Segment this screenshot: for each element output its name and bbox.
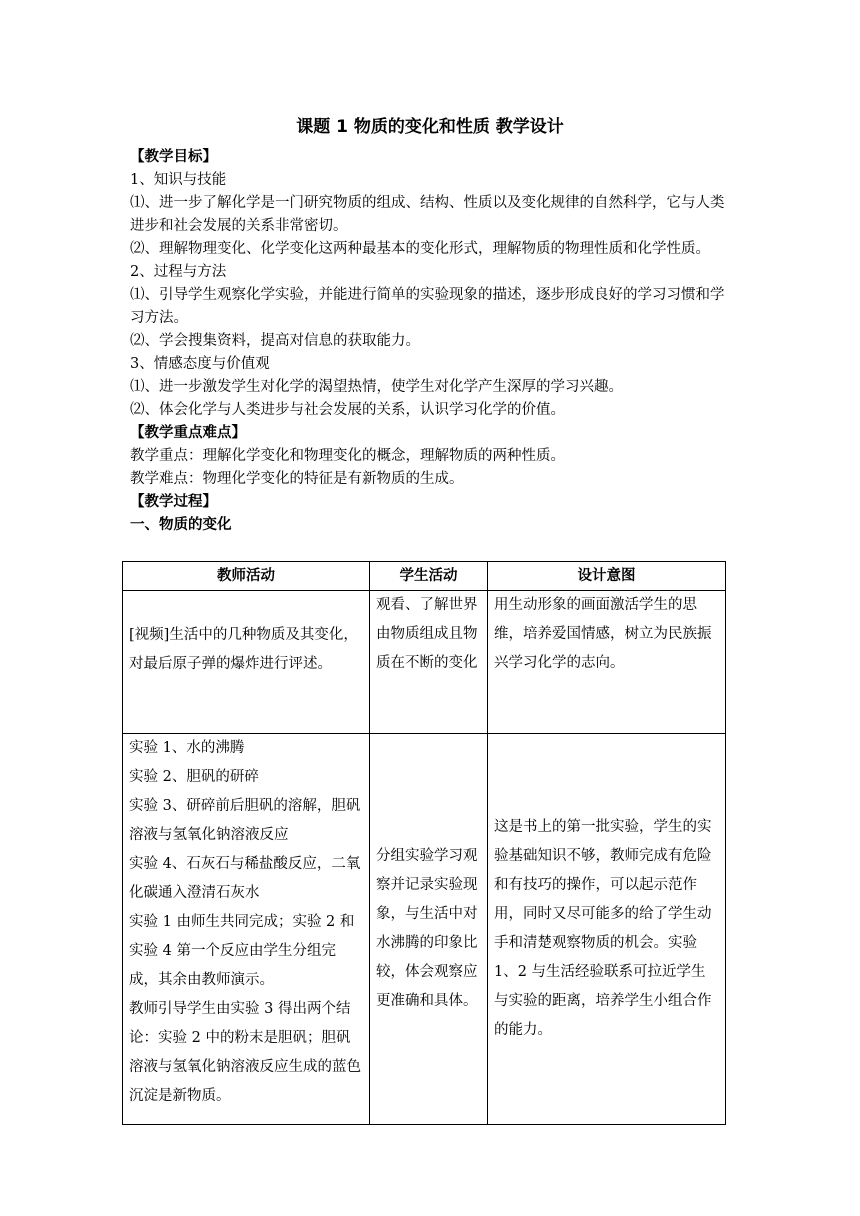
attitude-heading: 3、情感态度与价值观	[130, 356, 270, 372]
key-difficult-heading: 【教学重点难点】	[130, 425, 246, 441]
key-point: 教学重点：理解化学变化和物理变化的概念，理解物质的两种性质。	[130, 448, 565, 464]
row2-teacher-line: 实验 4、石灰石与稀盐酸反应，二氧化碳通入澄清石灰水	[129, 856, 361, 901]
goals-heading: 【教学目标】	[130, 149, 217, 165]
process-heading: 2、过程与方法	[130, 264, 227, 280]
attitude-item-2: ⑵、体会化学与人类进步与社会发展的关系，认识学习化学的价值。	[130, 402, 565, 418]
teaching-process-heading: 【教学过程】	[130, 494, 217, 510]
table-header-row	[123, 562, 726, 591]
process-item-2: ⑵、学会搜集资料，提高对信息的获取能力。	[130, 333, 420, 349]
knowledge-item-1: ⑴、进一步了解化学是一门研究物质的组成、结构、性质以及变化规律的自然科学，它与人类进步和社会发展的关系非常密切。	[130, 195, 725, 234]
row2-design-intent: 这是书上的第一批实验，学生的实验基础知识不够，教师完成有危险和有技巧的操作，可以起示范作用，同时又尽可能多的给了学生动手和清楚观察物质的机会。实验 1、2 与生活经验联系可拉近学生与实验的距离，培养学生小组合作的能力。	[488, 734, 726, 1125]
row2-teacher-line: 实验 1、水的沸腾	[129, 740, 245, 756]
part-one-heading: 一、物质的变化	[130, 517, 232, 533]
row2-student-activity: 分组实验学习观察并记录实验现象，与生活中对水沸腾的印象比较，体会观察应更准确和具体。	[370, 734, 488, 1125]
row2-teacher-line: 实验 3、研碎前后胆矾的溶解，胆矾溶液与氢氧化钠溶液反应	[129, 798, 361, 843]
difficult-point: 教学难点：物理化学变化的特征是有新物质的生成。	[130, 471, 464, 487]
row2-teacher-line: 教师引导学生由实验 3 得出两个结论：实验 2 中的粉末是胆矾；胆矾溶液与氢氧化钠溶液反应生成的蓝色沉淀是新物质。	[129, 1001, 361, 1104]
row1-student-activity: 观看、了解世界由物质组成且物质在不断的变化	[370, 591, 488, 734]
header-design-intent: 设计意图	[488, 562, 726, 591]
table-row	[123, 734, 726, 1125]
process-item-1: ⑴、引导学生观察化学实验，并能进行简单的实验现象的描述，逐步形成良好的学习习惯和学习方法。	[130, 287, 725, 326]
header-teacher-activity: 教师活动	[123, 562, 370, 591]
row2-teacher-line: 实验 2、胆矾的研碎	[129, 769, 259, 785]
table-row	[123, 591, 726, 734]
document-title: 课题 1 物质的变化和性质 教学设计	[296, 117, 564, 137]
header-student-activity: 学生活动	[370, 562, 488, 591]
row2-teacher-activity	[123, 734, 370, 1125]
knowledge-heading: 1、知识与技能	[130, 172, 227, 188]
document-body	[130, 146, 735, 537]
knowledge-item-2: ⑵、理解物理变化、化学变化这两种最基本的变化形式，理解物质的物理性质和化学性质。	[130, 241, 710, 257]
row1-teacher-activity: [视频]生活中的几种物质及其变化，对最后原子弹的爆炸进行评述。	[123, 591, 370, 734]
row2-teacher-line: 实验 1 由师生共同完成；实验 2 和实验 4 第一个反应由学生分组完成，其余由教师演示。	[129, 914, 355, 988]
attitude-item-1: ⑴、进一步激发学生对化学的渴望热情，使学生对化学产生深厚的学习兴趣。	[130, 379, 623, 395]
row1-design-intent: 用生动形象的画面激活学生的思维，培养爱国情感，树立为民族振兴学习化学的志向。	[488, 591, 726, 734]
teaching-process-table	[122, 561, 726, 1125]
